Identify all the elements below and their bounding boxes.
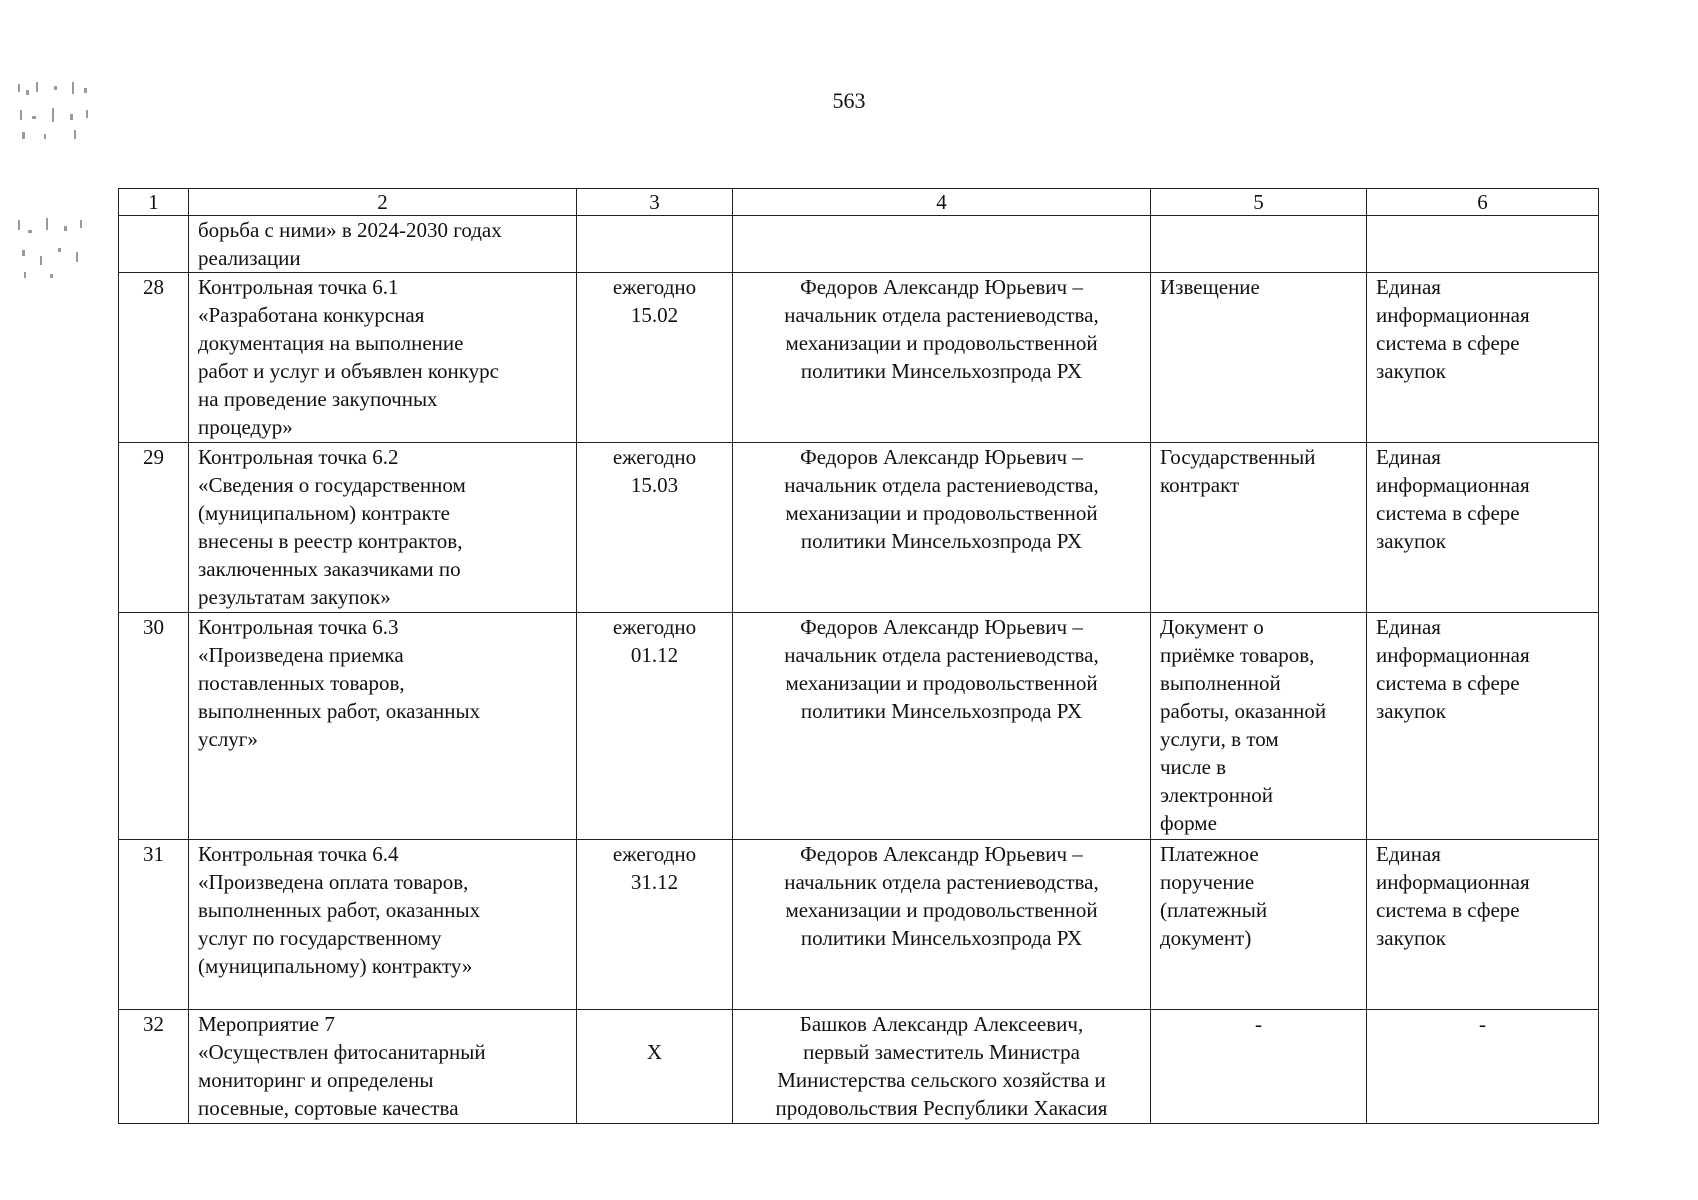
desc-cell [189, 216, 577, 273]
cell-text-line: закупок [1376, 359, 1446, 383]
cell-text-line: Единая [1376, 275, 1441, 299]
cell-text-line: результатам закупок» [198, 585, 391, 609]
doc-cell [1151, 443, 1367, 613]
cell-text-line: механизации и продовольственной [785, 898, 1098, 922]
system-cell [1367, 613, 1599, 840]
doc-cell [1151, 216, 1367, 273]
cell-text-line: Единая [1376, 842, 1441, 866]
cell-text-line: Федоров Александр Юрьевич – [800, 842, 1083, 866]
cell-text-line: политики Минсельхозпрода РХ [800, 926, 1083, 950]
cell-text-line: услуг по государственному [198, 926, 442, 950]
cell-text-line: Контрольная точка 6.1 [198, 275, 399, 299]
cell-text-line: информационная [1376, 473, 1530, 497]
resp-cell [733, 216, 1151, 273]
cell-text-line: информационная [1376, 643, 1530, 667]
cell-text-line: Контрольная точка 6.2 [198, 445, 399, 469]
system-cell [1367, 443, 1599, 613]
desc-cell [189, 273, 577, 443]
cell-text-line: услуги, в том [1160, 727, 1279, 751]
cell-text-line: числе в [1160, 755, 1227, 779]
term-cell [577, 1010, 733, 1124]
table-header-row [119, 189, 1599, 216]
cell-text-line: закупок [1376, 926, 1446, 950]
cell-text-line: выполненных работ, оказанных [198, 898, 481, 922]
cell-text-line: механизации и продовольственной [785, 331, 1098, 355]
header-cell: 5 [1151, 189, 1367, 216]
cell-text-line: работы, оказанной [1160, 699, 1327, 723]
term-cell [577, 443, 733, 613]
cell-text-line: Федоров Александр Юрьевич – [800, 615, 1083, 639]
resp-cell [733, 273, 1151, 443]
header-cell: 6 [1367, 189, 1599, 216]
num-cell: 29 [119, 443, 189, 613]
num-cell: 31 [119, 840, 189, 1010]
cell-text-line: Мероприятие 7 [198, 1012, 335, 1036]
table-row [119, 613, 1599, 840]
cell-text-line: 15.03 [630, 473, 679, 497]
system-cell [1367, 840, 1599, 1010]
cell-text-line: документация на выполнение [198, 331, 464, 355]
resp-cell [733, 613, 1151, 840]
term-cell [577, 273, 733, 443]
cell-text-line: «Произведена приемка [198, 643, 404, 667]
desc-cell [189, 443, 577, 613]
table-row [119, 273, 1599, 443]
cell-text-line: заключенных заказчиками по [198, 557, 461, 581]
desc-cell [189, 840, 577, 1010]
cell-text-line: - [1479, 1012, 1486, 1036]
cell-text-line: приёмке товаров, [1160, 643, 1315, 667]
cell-text-line: услуг» [198, 727, 258, 751]
num-cell: 30 [119, 613, 189, 840]
scan-artifact [14, 80, 94, 290]
cell-text-line: 01.12 [630, 643, 679, 667]
cell-text-line: «Осуществлен фитосанитарный [198, 1040, 486, 1064]
cell-text-line: контракт [1160, 473, 1240, 497]
cell-text-line: - [1255, 1012, 1262, 1036]
resp-cell [733, 443, 1151, 613]
cell-text-line: Платежное [1160, 842, 1259, 866]
term-cell [577, 840, 733, 1010]
cell-text-line: политики Минсельхозпрода РХ [800, 699, 1083, 723]
cell-text-line: закупок [1376, 699, 1446, 723]
cell-text-line: закупок [1376, 529, 1446, 553]
cell-text-line: форме [1160, 811, 1217, 835]
cell-text-line: Документ о [1160, 615, 1264, 639]
cell-text-line: поставленных товаров, [198, 671, 405, 695]
cell-text-line: борьба с ними» в 2024-2030 годах [198, 218, 502, 242]
cell-text-line: Государственный [1160, 445, 1316, 469]
system-cell [1367, 273, 1599, 443]
cell-text-line: (муниципальному) контракту» [198, 954, 473, 978]
cell-text-line: политики Минсельхозпрода РХ [800, 359, 1083, 383]
cell-text-line: на проведение закупочных [198, 387, 438, 411]
cell-text-line: Министерства сельского хозяйства и [777, 1068, 1106, 1092]
cell-text-line: начальник отдела растениеводства, [784, 643, 1099, 667]
cell-text-line: мониторинг и определены [198, 1068, 434, 1092]
desc-cell [189, 613, 577, 840]
cell-text-line: электронной [1160, 783, 1274, 807]
cell-text-line: «Разработана конкурсная [198, 303, 425, 327]
term-cell [577, 216, 733, 273]
cell-text-line: Башков Александр Алексеевич, [799, 1012, 1084, 1036]
cell-text-line: система в сфере [1376, 501, 1520, 525]
cell-text-line: информационная [1376, 303, 1530, 327]
cell-text-line: работ и услуг и объявлен конкурс [198, 359, 500, 383]
cell-text-line: начальник отдела растениеводства, [784, 870, 1099, 894]
cell-text-line: X [646, 1040, 663, 1064]
cell-text-line: (муниципальном) контракте [198, 501, 450, 525]
cell-text-line: Федоров Александр Юрьевич – [800, 275, 1083, 299]
header-cell: 4 [733, 189, 1151, 216]
desc-cell [189, 1010, 577, 1124]
cell-text-line: система в сфере [1376, 898, 1520, 922]
cell-text-line: Контрольная точка 6.4 [198, 842, 399, 866]
cell-text-line: процедур» [198, 415, 293, 439]
doc-table [118, 188, 1599, 1124]
cell-text-line: продовольствия Республики Хакасия [775, 1096, 1108, 1120]
table-row-continuation [119, 216, 1599, 273]
cell-text-line: Единая [1376, 445, 1441, 469]
cell-text-line: начальник отдела растениеводства, [784, 303, 1099, 327]
cell-text-line: ежегодно [612, 842, 697, 866]
cell-text-line: документ) [1160, 926, 1252, 950]
resp-cell [733, 1010, 1151, 1124]
cell-text-line: система в сфере [1376, 331, 1520, 355]
resp-cell [733, 840, 1151, 1010]
doc-cell [1151, 273, 1367, 443]
num-cell: 32 [119, 1010, 189, 1124]
cell-text-line: Контрольная точка 6.3 [198, 615, 399, 639]
cell-text-line: механизации и продовольственной [785, 671, 1098, 695]
cell-text-line: механизации и продовольственной [785, 501, 1098, 525]
cell-text-line: 15.02 [630, 303, 679, 327]
cell-text-line: выполненной [1160, 671, 1281, 695]
table-row [119, 443, 1599, 613]
cell-text-line: Извещение [1160, 275, 1260, 299]
cell-text-line: Федоров Александр Юрьевич – [800, 445, 1083, 469]
doc-cell [1151, 840, 1367, 1010]
system-cell [1367, 216, 1599, 273]
cell-text-line: информационная [1376, 870, 1530, 894]
cell-text-line: первый заместитель Министра [803, 1040, 1080, 1064]
table-row [119, 840, 1599, 1010]
page-number: 563 [832, 88, 866, 113]
doc-cell [1151, 1010, 1367, 1124]
cell-text-line: система в сфере [1376, 671, 1520, 695]
term-cell [577, 613, 733, 840]
cell-text-line: ежегодно [612, 615, 697, 639]
header-cell: 3 [577, 189, 733, 216]
system-cell [1367, 1010, 1599, 1124]
cell-text-line: внесены в реестр контрактов, [198, 529, 463, 553]
cell-text-line: поручение [1160, 870, 1255, 894]
table-row [119, 1010, 1599, 1124]
num-cell: 28 [119, 273, 189, 443]
cell-text-line: Единая [1376, 615, 1441, 639]
cell-text-line: политики Минсельхозпрода РХ [800, 529, 1083, 553]
cell-text-line: «Сведения о государственном [198, 473, 466, 497]
doc-cell [1151, 613, 1367, 840]
header-cell: 1 [119, 189, 189, 216]
header-cell: 2 [189, 189, 577, 216]
cell-text-line: начальник отдела растениеводства, [784, 473, 1099, 497]
cell-text-line: посевные, сортовые качества [198, 1096, 459, 1120]
cell-text-line: выполненных работ, оказанных [198, 699, 481, 723]
cell-text-line: «Произведена оплата товаров, [198, 870, 469, 894]
cell-text-line: ежегодно [612, 275, 697, 299]
cell-text-line: (платежный [1160, 898, 1268, 922]
cell-text-line: ежегодно [612, 445, 697, 469]
cell-text-line: 31.12 [630, 870, 679, 894]
num-cell [119, 216, 189, 273]
cell-text-line: реализации [198, 246, 301, 270]
